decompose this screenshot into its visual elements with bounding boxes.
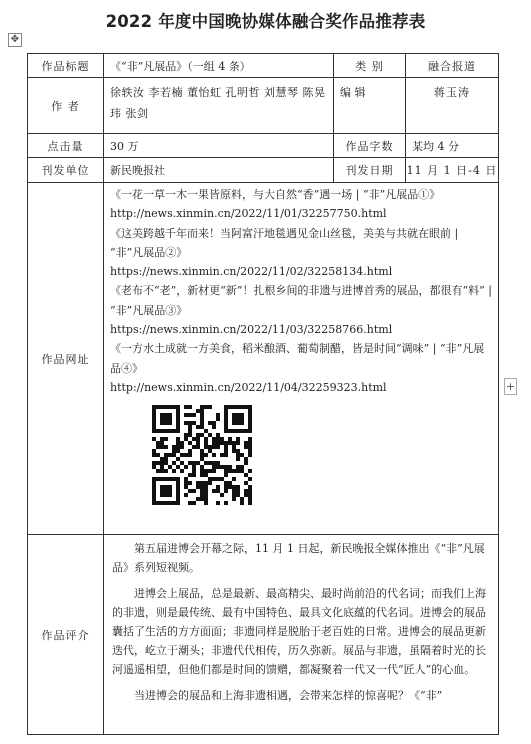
label-clicks: 点击量 (28, 134, 104, 158)
value-author: 徐轶汝 李若楠 董怡虹 孔明哲 刘慧琴 陈晃玮 张剑 (104, 78, 334, 134)
label-wordcount: 作品字数 (334, 134, 406, 158)
article-title-2: 《这美跨越千年而来！当阿富汗地毯遇见金山丝毯，美美与共就在眼前 | “非”凡展品②》 (110, 226, 459, 259)
evaluation-paragraph: 第五届进博会开幕之际，11 月 1 日起，新民晚报全媒体推出《“非”凡展品》系列短视频。 (112, 542, 485, 574)
label-urls: 作品网址 (28, 183, 104, 535)
article-title-4: 《一方水土成就一方美食，稻米酿酒、葡萄制醋，皆是时间“调味” | “非”凡展品④》 (110, 342, 485, 375)
add-column-icon[interactable]: + (505, 380, 516, 393)
recommendation-table (27, 53, 499, 735)
value-pubdate: 11 月 1 日-4 日 (406, 158, 499, 183)
article-link-2[interactable]: https://news.xinmin.cn/2022/11/02/32258134.html (110, 265, 393, 279)
qr-code-icon (152, 405, 252, 505)
label-publisher: 刊发单位 (28, 158, 104, 183)
value-publisher: 新民晚报社 (104, 158, 334, 183)
evaluation-paragraph: 当进博会的展品和上海非遗相遇，会带来怎样的惊喜呢？《“非” (134, 689, 443, 702)
label-pubdate: 刊发日期 (334, 158, 406, 183)
table-move-handle-icon[interactable]: ✥ (8, 33, 22, 47)
evaluation-cell (104, 535, 499, 735)
label-title: 作品标题 (28, 54, 104, 78)
row-publisher (28, 158, 499, 183)
label-author: 作 者 (28, 78, 104, 134)
row-urls (28, 183, 499, 535)
article-title-1: 《一花一草一木一果皆原料，与大自然“香”遇一场 | “非”凡展品①》 (110, 188, 441, 201)
row-title (28, 54, 499, 78)
value-category: 融合报道 (406, 54, 499, 78)
row-author (28, 78, 499, 134)
page-title: 2022 年度中国晚协媒体融合奖作品推荐表 (105, 12, 426, 31)
value-clicks: 30 万 (104, 134, 334, 158)
label-category: 类 别 (334, 54, 406, 78)
label-evaluation: 作品评介 (28, 535, 104, 735)
article-link-3[interactable]: https://news.xinmin.cn/2022/11/03/32258766.html (110, 323, 393, 337)
row-clicks (28, 134, 499, 158)
value-editor: 蒋玉涛 (406, 78, 499, 134)
article-title-3: 《老布不“老”，新材更“新”！扎根乡间的非遗与进博首秀的展品，都很有“料” | “非”凡展品③》 (110, 284, 492, 317)
article-link-4[interactable]: http://news.xinmin.cn/2022/11/04/32259323.html (110, 380, 387, 394)
value-wordcount: 某均 4 分 (406, 134, 499, 158)
urls-cell (104, 183, 499, 535)
label-editor: 编 辑 (334, 78, 406, 134)
row-evaluation (28, 535, 499, 735)
article-link-1[interactable]: http://news.xinmin.cn/2022/11/01/32257750.html (110, 207, 387, 221)
evaluation-paragraph: 进博会上展品，总是最新、最高精尖、最时尚前沿的代名词；而我们上海的非遗，则是最传统、最有中国特色、最具文化底蕴的代名词。进博会的展品囊括了生活的方方面面；非遗同样是脱胎于老百姓的日常。进博会的展品更新迭代，屹立于潮头；非遗代代相传，历久弥新。展品与非遗，虽隔着时光的长河遥遥相望，但他们都是时间的馈赠，都凝聚着一代又一代“匠人”的心血。 (112, 587, 486, 676)
value-title: 《“非”凡展品》（一组 4 条） (104, 54, 334, 78)
